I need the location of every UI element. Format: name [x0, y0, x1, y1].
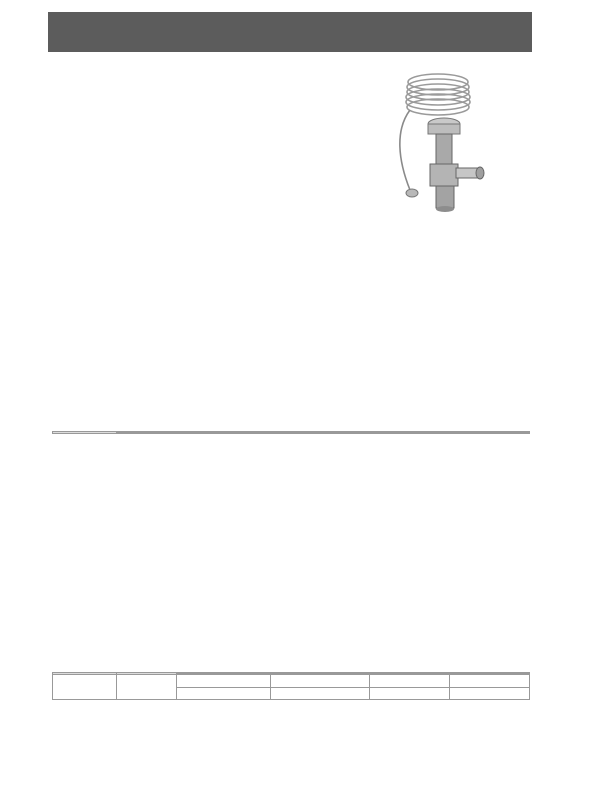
table-cell: [270, 675, 370, 688]
header-model: [53, 432, 117, 434]
col-header: [458, 433, 530, 434]
col-header: [178, 433, 230, 434]
flange-model-table: [52, 672, 530, 700]
model-cell: [53, 675, 117, 700]
table-cell: [370, 687, 450, 700]
col-header: [320, 433, 394, 434]
core-model-table: [52, 431, 530, 434]
valve-product-image: [370, 60, 500, 220]
table-cell: [176, 675, 270, 688]
table-cell: [270, 687, 370, 700]
section-sidebar: [556, 56, 589, 744]
col-header: [116, 433, 178, 434]
structure-cell: [116, 675, 176, 700]
col-header: [394, 433, 458, 434]
table-cell: [176, 687, 270, 700]
col-header: [230, 433, 320, 434]
table-cell: [370, 675, 450, 688]
table-cell: [450, 687, 530, 700]
table-cell: [450, 675, 530, 688]
page-title: [48, 12, 532, 52]
table-row: [53, 675, 530, 688]
